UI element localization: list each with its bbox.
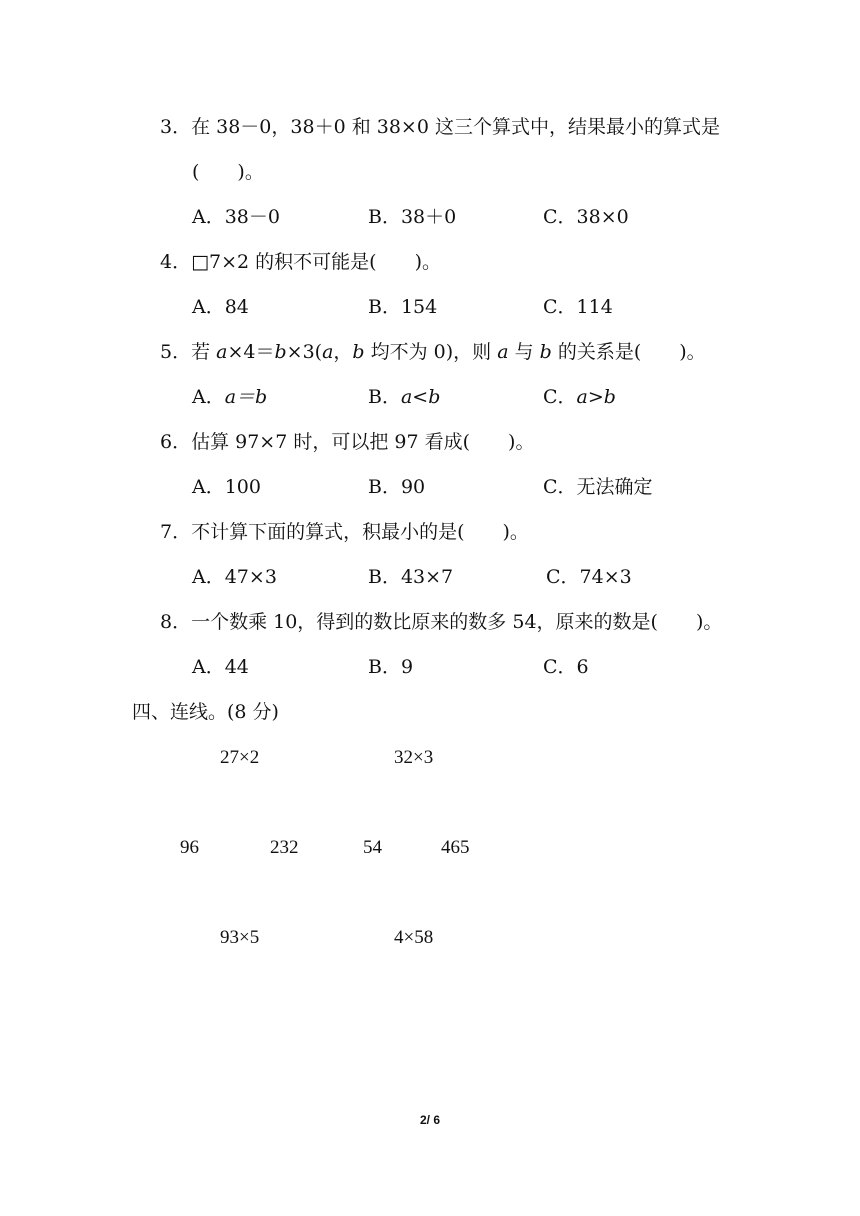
question-3 (160, 118, 720, 137)
matching-expression-top-1: 27×2 (220, 747, 260, 768)
question-7-option-c: C．74×3 (546, 566, 632, 588)
question-8-number: 8． (160, 611, 192, 633)
question-5-option-b (368, 388, 440, 407)
variable-a: a (322, 341, 334, 363)
question-8-option-a: A．44 (192, 656, 249, 678)
question-4-option-a: A．84 (192, 296, 249, 318)
option-expression: a<b (400, 386, 441, 408)
question-5-stem-part: 与 (508, 341, 540, 363)
question-5-option-c (543, 388, 616, 407)
option-prefix: C． (543, 386, 577, 408)
question-6-option-b: B．90 (368, 476, 426, 498)
page-number: 2/ 6 (419, 1113, 440, 1127)
matching-number-4: 465 (441, 837, 470, 858)
matching-number-2: 232 (270, 837, 299, 858)
question-4 (160, 253, 441, 272)
question-6-stem: 估算 97×7 时，可以把 97 看成( )。 (191, 431, 535, 453)
question-5-stem-part: 的关系是( )。 (551, 341, 706, 363)
section-4-heading: 四、连线。(8 分) (132, 701, 279, 723)
variable-a: a (497, 341, 509, 363)
option-expression: a＝b (224, 386, 268, 408)
matching-expression-bottom-1: 93×5 (220, 927, 260, 948)
question-5 (160, 343, 706, 362)
variable-b: b (539, 341, 552, 363)
matching-number-3: 54 (363, 837, 382, 858)
question-7-option-b: B．43×7 (368, 566, 454, 588)
question-3-stem-continued: ( )。 (192, 161, 264, 183)
question-4-stem: □7×2 的积不可能是( )。 (191, 251, 442, 273)
question-6-number: 6． (160, 431, 192, 453)
question-6-option-a: A．100 (192, 476, 261, 498)
question-6 (160, 433, 534, 452)
question-7-number: 7． (160, 521, 192, 543)
matching-expression-bottom-2: 4×58 (394, 927, 434, 948)
question-7-stem: 不计算下面的算式，积最小的是( )。 (191, 521, 529, 543)
question-5-stem-part: ×3( (286, 341, 323, 363)
question-3-number: 3． (160, 116, 192, 138)
question-8-stem: 一个数乘 10，得到的数比原来的数多 54，原来的数是( )。 (191, 611, 723, 633)
question-5-number: 5． (160, 341, 192, 363)
question-7-option-a: A．47×3 (192, 566, 277, 588)
question-3-option-c: C．38×0 (543, 206, 629, 228)
question-5-stem-part: ， (333, 341, 353, 363)
question-5-stem-part: 若 (191, 341, 217, 363)
question-3-option-a: A．38－0 (192, 206, 280, 228)
question-7 (160, 523, 529, 542)
question-3-stem: 在 38－0，38＋0 和 38×0 这三个算式中，结果最小的算式是 (191, 116, 720, 138)
question-5-stem-part: ×4＝ (227, 341, 275, 363)
variable-b: b (352, 341, 365, 363)
question-5-stem-part: 均不为 0)，则 (364, 341, 498, 363)
option-prefix: B． (368, 386, 401, 408)
question-8-option-c: C．6 (543, 656, 589, 678)
question-4-option-c: C．114 (543, 296, 613, 318)
question-6-option-c: C．无法确定 (543, 476, 653, 498)
question-8-option-b: B．9 (368, 656, 414, 678)
question-4-option-b: B．154 (368, 296, 438, 318)
question-5-option-a (192, 388, 267, 407)
matching-expression-top-2: 32×3 (394, 747, 434, 768)
matching-number-1: 96 (180, 837, 199, 858)
question-3-option-b: B．38＋0 (368, 206, 457, 228)
question-4-number: 4． (160, 251, 192, 273)
variable-b: b (274, 341, 287, 363)
option-prefix: A． (192, 386, 225, 408)
question-8 (160, 613, 722, 632)
option-expression: a>b (576, 386, 616, 408)
variable-a: a (216, 341, 228, 363)
